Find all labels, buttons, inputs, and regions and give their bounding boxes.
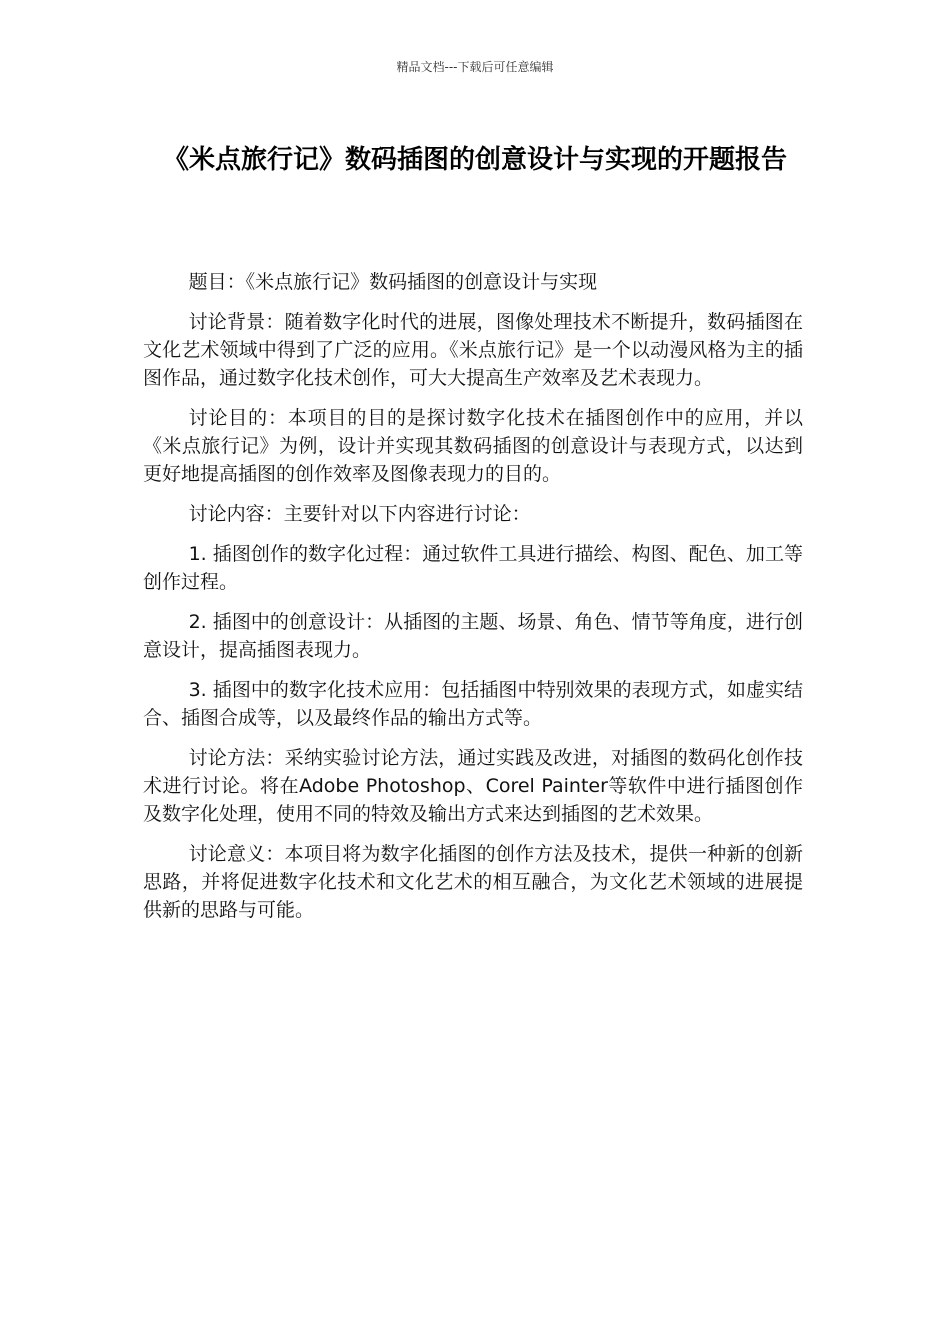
paragraph-background: 讨论背景：随着数字化时代的进展，图像处理技术不断提升，数码插图在文化艺术领域中得到了广泛的应用。《米点旅行记》是一个以动漫风格为主的插图作品，通过数字化技术创作，可大大提高生产效率及艺术表现力。	[143, 311, 803, 389]
paragraph-purpose: 讨论目的：本项目的目的是探讨数字化技术在插图创作中的应用，并以《米点旅行记》为例，设计并实现其数码插图的创意设计与表现方式，以达到更好地提高插图的创作效率及图像表现力的目的。	[143, 407, 803, 485]
paragraph-content-item-3: 3. 插图中的数字化技术应用：包括插图中特别效果的表现方式，如虚实结合、插图合成等，以及最终作品的输出方式等。	[143, 679, 803, 729]
document-body	[143, 268, 803, 936]
paragraph-content-item-2: 2. 插图中的创意设计：从插图的主题、场景、角色、情节等角度，进行创意设计，提高插图表现力。	[143, 611, 803, 661]
paragraph-method: 讨论方法：采纳实验讨论方法，通过实践及改进，对插图的数码化创作技术进行讨论。将在Adobe Photoshop、Corel Painter等软件中进行插图创作及数字化处理，使用不同的特效及输出方式来达到插图的艺术效果。	[143, 747, 803, 825]
paragraph-content-item-1: 1. 插图创作的数字化过程：通过软件工具进行描绘、构图、配色、加工等创作过程。	[143, 543, 803, 593]
document-title: 《米点旅行记》数码插图的创意设计与实现的开题报告	[162, 145, 787, 175]
paragraph-topic: 题目：《米点旅行记》数码插图的创意设计与实现	[188, 271, 598, 293]
paragraph-content-intro: 讨论内容：主要针对以下内容进行讨论：	[188, 503, 531, 525]
paragraph-significance: 讨论意义：本项目将为数字化插图的创作方法及技术，提供一种新的创新思路，并将促进数字化技术和文化艺术的相互融合，为文化艺术领域的进展提供新的思路与可能。	[143, 843, 803, 921]
header-note: 精品文档---下载后可任意编辑	[396, 60, 554, 74]
